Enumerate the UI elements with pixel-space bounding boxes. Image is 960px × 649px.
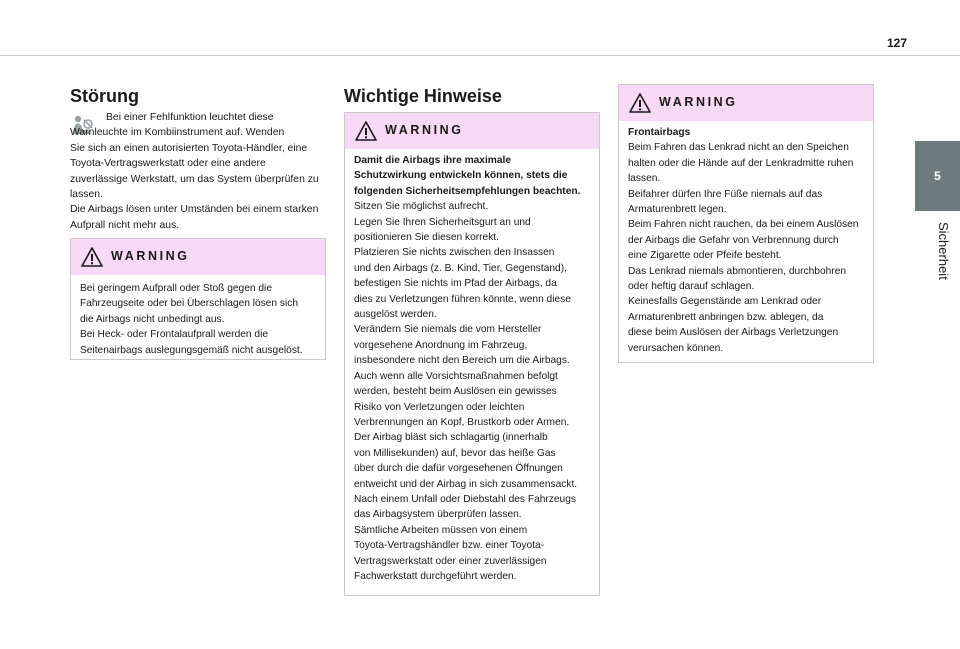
text-line: Vertragswerkstatt oder einer zuverlässigen — [354, 555, 547, 567]
text-line: Legen Sie Ihren Sicherheitsgurt an und — [354, 216, 531, 228]
text-line: Bei Heck- oder Frontalaufprall werden die — [80, 329, 268, 341]
top-rule — [0, 55, 960, 56]
warning-body — [619, 121, 873, 364]
text-line: Verändern Sie niemals die vom Hersteller — [354, 324, 542, 336]
text-line: Das Lenkrad niemals abmontieren, durchbohren — [628, 265, 847, 277]
text-line: zuverlässige Werkstatt, um das System überprüfen zu — [70, 173, 319, 185]
heading-stoerung: Störung — [70, 86, 139, 106]
text-line: Beifahrer dürfen Ihre Füße niemals auf das — [628, 188, 823, 200]
text-line: das Airbagsystem überprüfen lassen. — [354, 509, 522, 521]
text-line: Warnleuchte im Kombiinstrument auf. Wenden — [70, 127, 285, 139]
warning-triangle-icon — [81, 247, 103, 267]
warning-box-hinweise — [344, 112, 600, 596]
text-line: Auch wenn alle Vorsichtsmaßnahmen befolgt — [354, 370, 558, 382]
text-line: verursachen können. — [628, 342, 724, 354]
text-line: dies zu Verletzungen führen könnte, wenn diese — [354, 293, 571, 305]
text-line: Fahrzeugseite oder bei Überschlagen lösen sich — [80, 298, 299, 310]
text-line: der Airbags die Gefahr von Verbrennung durch — [628, 234, 839, 246]
text-line: oder heftig darauf schlagen. — [628, 281, 755, 293]
chapter-label: Sicherheit — [936, 222, 951, 280]
text-line: Beim Fahren nicht rauchen, da bei einem Auslösen — [628, 219, 859, 231]
text-line: lassen. — [70, 189, 103, 201]
text-line: Sie sich an einen autorisierten Toyota-Händler, eine — [70, 142, 308, 154]
heading-wichtige-hinweise: Wichtige Hinweise — [344, 86, 502, 106]
warning-header — [71, 239, 325, 275]
warning-body — [345, 149, 599, 592]
warning-body — [71, 275, 325, 366]
text-line: und den Airbags (z. B. Kind, Tier, Gegenstand), — [354, 262, 567, 274]
text-line: Toyota-Vertragshändler bzw. einer Toyota- — [354, 540, 545, 552]
warning-box-frontairbags — [618, 84, 874, 363]
text-line: Toyota-Vertragswerkstatt oder eine andere — [70, 158, 266, 170]
text-line: diese beim Auslösen der Airbags Verletzungen — [628, 327, 839, 339]
text-line: Keinesfalls Gegenstände am Lenkrad oder — [628, 296, 822, 308]
text-line: Platzieren Sie nichts zwischen den Insassen — [354, 247, 555, 259]
text-line: Die Airbags lösen unter Umständen bei einem starken — [70, 204, 319, 216]
text-line-bold: Damit die Airbags ihre maximale — [354, 155, 512, 166]
text-line: Bei geringem Aufprall oder Stoß gegen die — [80, 283, 272, 294]
text-line: Armaturenbrett anbringen bzw. ablegen, da — [628, 311, 824, 323]
text-line: Armaturenbrett legen. — [628, 204, 727, 216]
text-line: befestigen Sie nichts im Pfad der Airbags, da — [354, 278, 557, 290]
warning-header — [619, 85, 873, 121]
text-line: Nach einem Unfall oder Diebstahl des Fahrzeugs — [354, 493, 576, 505]
text-line: Aufprall nicht mehr aus. — [70, 219, 180, 231]
warning-box-stoerung — [70, 238, 326, 360]
text-line: die Airbags nicht unbedingt aus. — [80, 313, 225, 325]
text-line: Der Airbag bläst sich schlagartig (innerhalb — [354, 432, 548, 444]
stoerung-text — [70, 110, 326, 233]
text-line-bold: Frontairbags — [628, 127, 691, 138]
warning-header — [345, 113, 599, 149]
warning-title: WARNING — [111, 249, 190, 263]
text-line-bold: folgenden Sicherheitsempfehlungen beachten. — [354, 185, 581, 197]
text-line: halten oder die Hände auf der Lenkradmitte ruhen — [628, 157, 854, 169]
warning-title: WARNING — [385, 123, 464, 137]
text-line: eine Zigarette oder Pfeife besteht. — [628, 250, 782, 262]
text-line: positionieren Sie diesen korrekt. — [354, 232, 499, 244]
text-line: Verbrennungen an Kopf, Brustkorb oder Armen. — [354, 416, 570, 428]
text-line: von Millisekunden) auf, bevor das heiße Gas — [354, 447, 556, 459]
text-line: lassen. — [628, 173, 661, 185]
text-line: ausgelöst werden. — [354, 309, 437, 321]
text-line: Fachwerkstatt durchgeführt werden. — [354, 570, 517, 582]
text-line: entweicht und der Airbag in sich zusammensackt. — [354, 478, 578, 490]
warning-title: WARNING — [659, 95, 738, 109]
warning-triangle-icon — [629, 93, 651, 113]
text-line: Sitzen Sie möglichst aufrecht. — [354, 201, 489, 213]
text-line: Seitenairbags auslegungsgemäß nicht ausgelöst. — [80, 344, 303, 356]
text-line: Beim Fahren das Lenkrad nicht an den Speichen — [628, 142, 849, 154]
chapter-tab[interactable]: 5 — [915, 141, 960, 211]
warning-triangle-icon — [355, 121, 377, 141]
text-line: Sämtliche Arbeiten müssen von einem — [354, 524, 528, 536]
text-line: vorgesehene Anordnung im Fahrzeug, — [354, 339, 528, 351]
text-line: über durch die dafür vorgesehenen Öffnungen — [354, 463, 563, 475]
page-number: 127 — [886, 36, 907, 50]
text-line: Risiko von Verletzungen oder leichten — [354, 401, 525, 413]
text-line: Bei einer Fehlfunktion leuchtet diese — [106, 112, 274, 123]
text-line: insbesondere nicht den Bereich um die Airbags. — [354, 355, 570, 367]
text-line: werden, besteht beim Auslösen ein gewisses — [354, 386, 557, 398]
text-line-bold: Schutzwirkung entwickeln können, stets die — [354, 170, 568, 182]
